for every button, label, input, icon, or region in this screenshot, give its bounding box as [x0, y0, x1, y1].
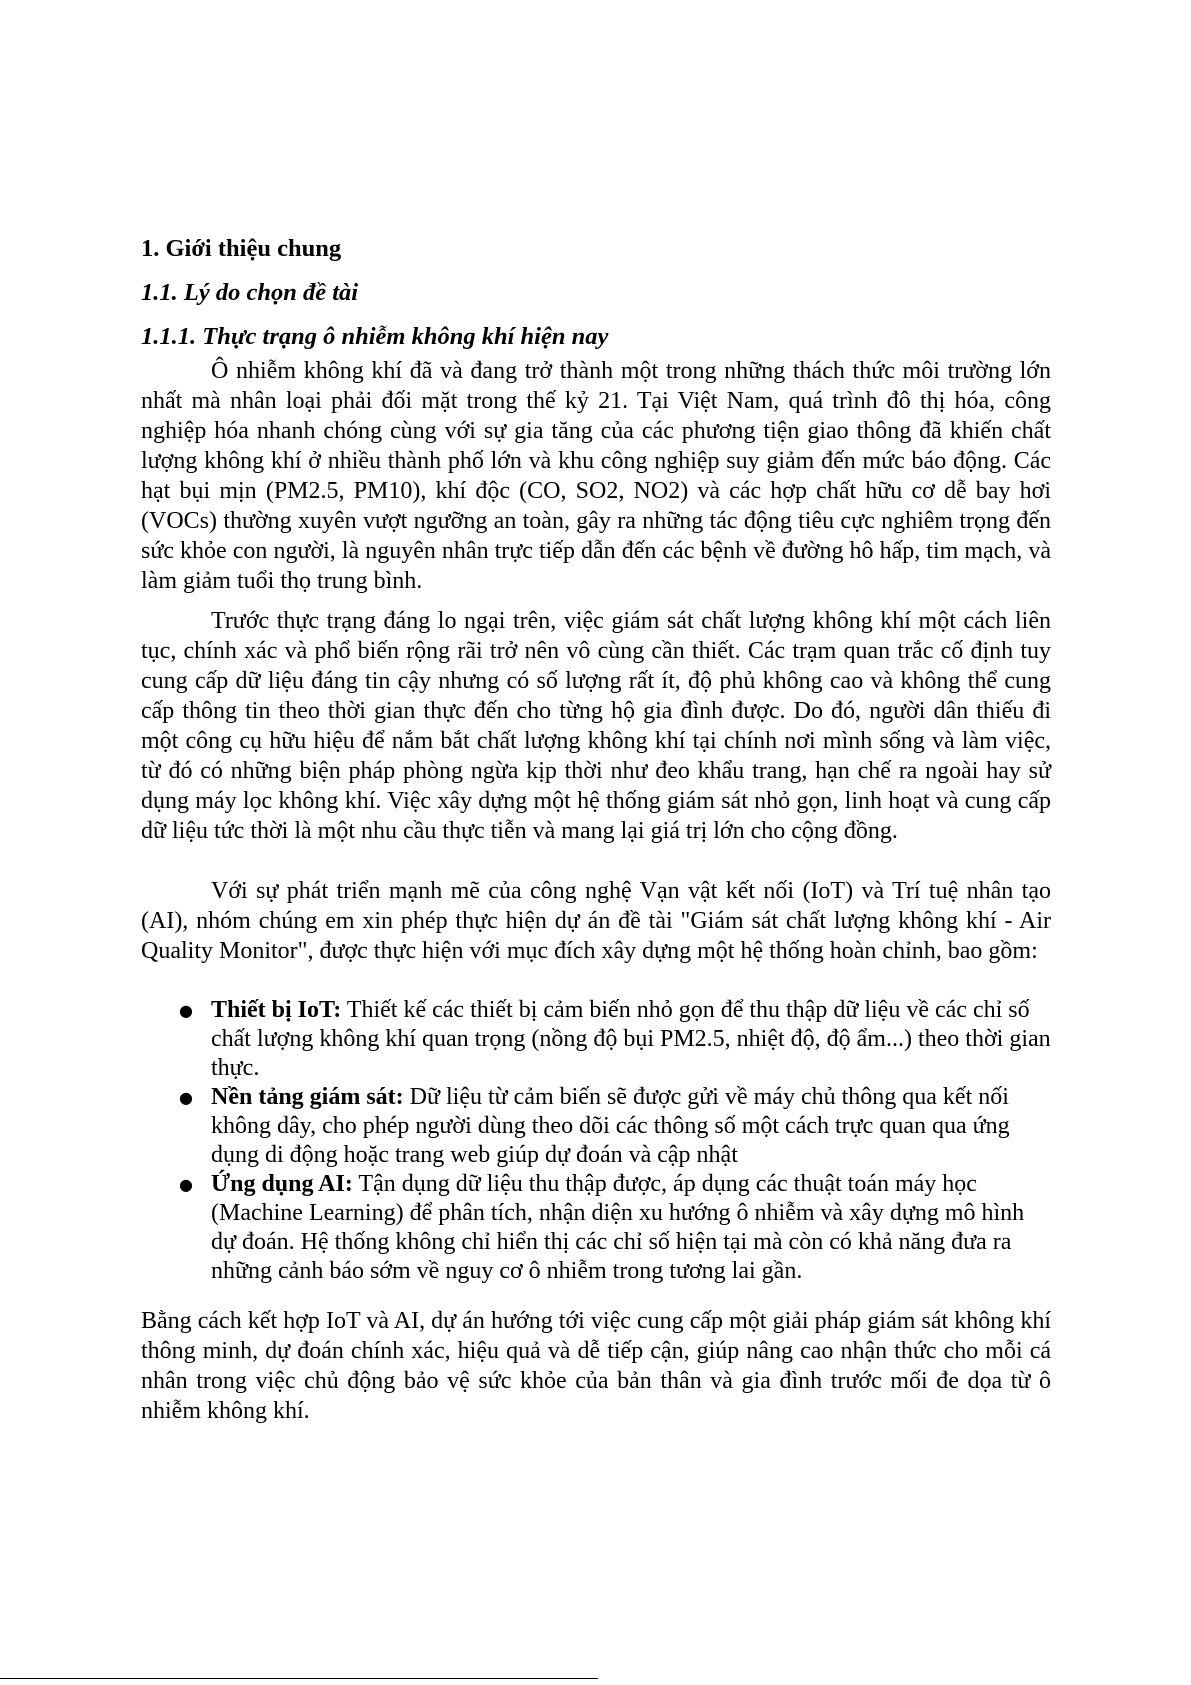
list-item-monitoring-platform [141, 1083, 1051, 1170]
paragraph-project-intro: Với sự phát triển mạnh mẽ của công nghệ Vạn vật kết nối (IoT) và Trí tuệ nhân tạo (AI), nhóm chúng em xin phép thực hiện dự án đề tài "Giám sát chất lượng không khí - Air Quality Monitor", được thực hiện với mục đích xây dựng một hệ thống hoàn chỉnh, bao gồm: [141, 878, 1051, 964]
list-item-term: Nền tảng giám sát: [211, 1084, 404, 1110]
bullet-icon: ● [179, 1088, 193, 1107]
bullet-icon: ● [179, 1175, 193, 1194]
list-item-text: Tận dụng dữ liệu thu thập được, áp dụng các thuật toán máy học (Machine Learning) để phân tích, nhận diện xu hướng ô nhiễm và xây dựng mô hình dự đoán. Hệ thống không chỉ hiển thị các chỉ số hiện tại mà còn có khả năng đưa ra những cảnh báo sớm về nguy cơ ô nhiễm trong tương lai gần. [211, 1171, 1025, 1284]
list-item-iot-device [141, 996, 1051, 1083]
paragraph-monitoring-need: Trước thực trạng đáng lo ngại trên, việc giám sát chất lượng không khí một cách liên tục, chính xác và phổ biến rộng rãi trở nên vô cùng cần thiết. Các trạm quan trắc cố định tuy cung cấp dữ liệu đáng tin cậy nhưng có số lượng rất ít, độ phủ không cao và không thể cung cấp thông tin theo thời gian thực đến cho từng hộ gia đình được. Do đó, người dân thiếu đi một công cụ hữu hiệu để nắm bắt chất lượng không khí tại chính nơi mình sống và làm việc, từ đó có những biện pháp phòng ngừa kịp thời như đeo khẩu trang, hạn chế ra ngoài hay sử dụng máy lọc không khí. Việc xây dựng một hệ thống giám sát nhỏ gọn, linh hoạt và cung cấp dữ liệu tức thời là một nhu cầu thực tiễn và mang lại giá trị lớn cho cộng đồng. [141, 608, 1051, 844]
bullet-icon: ● [179, 1001, 193, 1020]
heading-section-1: 1. Giới thiệu chung [141, 235, 342, 262]
paragraph-conclusion: Bằng cách kết hợp IoT và AI, dự án hướng tới việc cung cấp một giải pháp giám sát không khí thông minh, dự đoán chính xác, hiệu quả và dễ tiếp cận, giúp nâng cao nhận thức cho mỗi cá nhân trong việc chủ động bảo vệ sức khỏe của bản thân và gia đình trước mối đe dọa từ ô nhiễm không khí. [141, 1308, 1051, 1424]
list-item-term: Ứng dụng AI: [211, 1171, 353, 1197]
heading-section-1-1-1: 1.1.1. Thực trạng ô nhiễm không khí hiện nay [141, 323, 609, 350]
document-page [141, 232, 1051, 1436]
system-components-list [141, 996, 1051, 1286]
list-item-text: Dữ liệu từ cảm biến sẽ được gửi về máy chủ thông qua kết nối không dây, cho phép người dùng theo dõi các thông số một cách trực quan qua ứng dụng di động hoặc trang web giúp dự đoán và cập nhật [211, 1084, 1010, 1168]
heading-section-1-1: 1.1. Lý do chọn đề tài [141, 279, 359, 306]
list-item-term: Thiết bị IoT: [211, 997, 342, 1023]
paragraph-air-pollution-status: Ô nhiễm không khí đã và đang trở thành một trong những thách thức môi trường lớn nhất mà nhân loại phải đối mặt trong thế kỷ 21. Tại Việt Nam, quá trình đô thị hóa, công nghiệp hóa nhanh chóng cùng với sự gia tăng của các phương tiện giao thông đã khiến chất lượng không khí ở nhiều thành phố lớn và khu công nghiệp suy giảm đến mức báo động. Các hạt bụi mịn (PM2.5, PM10), khí độc (CO, SO2, NO2) và các hợp chất hữu cơ dễ bay hơi (VOCs) thường xuyên vượt ngưỡng an toàn, gây ra những tác động tiêu cực nghiêm trọng đến sức khỏe con người, là nguyên nhân trực tiếp dẫn đến các bệnh về đường hô hấp, tim mạch, và làm giảm tuổi thọ trung bình. [141, 358, 1051, 594]
list-item-text: Thiết kế các thiết bị cảm biến nhỏ gọn để thu thập dữ liệu về các chỉ số chất lượng không khí quan trọng (nồng độ bụi PM2.5, nhiệt độ, độ ẩm...) theo thời gian thực. [211, 997, 1051, 1081]
list-item-ai-application [141, 1170, 1051, 1286]
footer-divider [0, 1678, 598, 1679]
